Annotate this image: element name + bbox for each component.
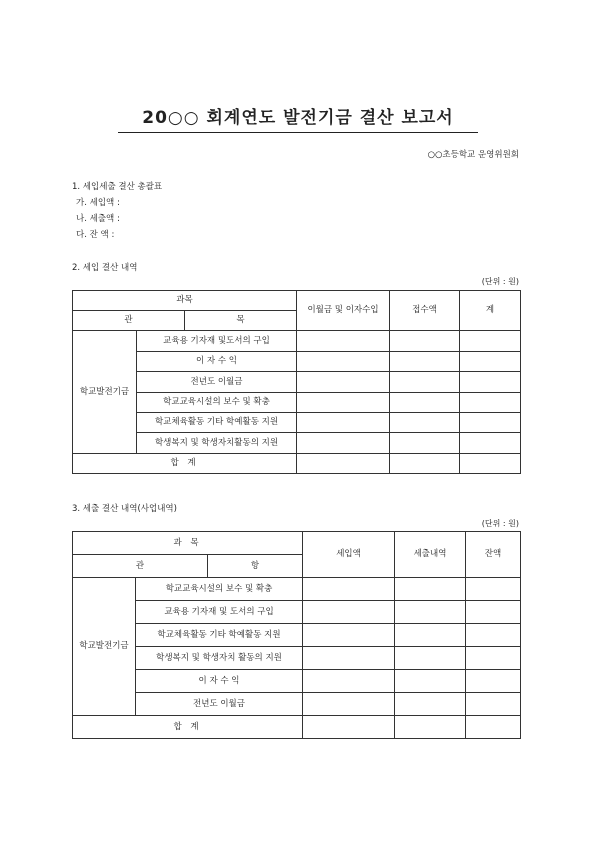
gwan-cell: 학교발전기금 (73, 331, 137, 453)
total-row (73, 453, 521, 473)
value-cell[interactable] (303, 578, 395, 601)
value-cell[interactable] (460, 392, 521, 412)
header-mok: 목 (185, 311, 297, 331)
value-cell[interactable] (390, 351, 460, 371)
income-settlement-table (72, 290, 521, 474)
table-row (73, 578, 521, 601)
mok-cell: 학교체육활동 기타 학예활동 지원 (137, 412, 297, 432)
header-subject: 과목 (73, 291, 297, 311)
header-subject: 과 목 (73, 532, 303, 555)
expense-settlement-table (72, 531, 521, 739)
value-cell[interactable] (297, 392, 390, 412)
issuer-label: ○○초등학교 운영위원회 (427, 150, 519, 160)
value-cell[interactable] (297, 331, 390, 351)
value-cell[interactable] (390, 392, 460, 412)
header-gwan: 관 (73, 555, 208, 578)
hang-cell: 전년도 이월금 (136, 693, 303, 716)
hang-cell: 학교교육시설의 보수 및 확충 (136, 578, 303, 601)
value-cell[interactable] (303, 670, 395, 693)
mok-cell: 교육용 기자재 및도서의 구입 (137, 331, 297, 351)
value-cell[interactable] (460, 372, 521, 392)
mok-cell: 전년도 이월금 (137, 372, 297, 392)
table-row (73, 624, 521, 647)
value-cell[interactable] (297, 372, 390, 392)
hang-cell: 학생복지 및 학생자치 활동의 지원 (136, 647, 303, 670)
page-title: 20○○ 회계연도 발전기금 결산 보고서 (118, 103, 478, 133)
value-cell[interactable] (466, 716, 521, 739)
mok-cell: 이 자 수 익 (137, 351, 297, 371)
section3-heading: 3. 세출 결산 내역(사업내역) (72, 504, 177, 514)
table-row (73, 351, 521, 371)
value-cell[interactable] (303, 624, 395, 647)
value-cell[interactable] (297, 453, 390, 473)
table-row (73, 331, 521, 351)
total-label: 합 계 (73, 453, 297, 473)
table-row (73, 412, 521, 432)
value-cell[interactable] (466, 693, 521, 716)
section2-heading: 2. 세입 결산 내역 (72, 263, 138, 273)
value-cell[interactable] (395, 578, 466, 601)
table-row (73, 433, 521, 453)
header-received: 접수액 (390, 291, 460, 331)
gwan-cell: 학교발전기금 (73, 578, 136, 716)
balance-line: 다. 잔 액 : (76, 230, 115, 240)
table-row (73, 392, 521, 412)
value-cell[interactable] (466, 624, 521, 647)
hang-cell: 학교체육활동 기타 학예활동 지원 (136, 624, 303, 647)
section1-heading: 1. 세입세출 결산 총괄표 (72, 182, 163, 192)
value-cell[interactable] (395, 670, 466, 693)
value-cell[interactable] (390, 412, 460, 432)
table-row (73, 670, 521, 693)
value-cell[interactable] (466, 647, 521, 670)
value-cell[interactable] (460, 412, 521, 432)
table-row (73, 372, 521, 392)
table-row (73, 601, 521, 624)
value-cell[interactable] (303, 693, 395, 716)
value-cell[interactable] (297, 433, 390, 453)
hang-cell: 이 자 수 익 (136, 670, 303, 693)
income-total-line: 가. 세입액 : (76, 198, 120, 208)
value-cell[interactable] (297, 351, 390, 371)
value-cell[interactable] (303, 647, 395, 670)
value-cell[interactable] (390, 331, 460, 351)
value-cell[interactable] (390, 453, 460, 473)
mok-cell: 학생복지 및 학생자치활동의 지원 (137, 433, 297, 453)
header-expense-detail: 세출내역 (395, 532, 466, 578)
header-hang: 항 (208, 555, 303, 578)
value-cell[interactable] (460, 453, 521, 473)
value-cell[interactable] (303, 601, 395, 624)
value-cell[interactable] (466, 670, 521, 693)
value-cell[interactable] (395, 624, 466, 647)
value-cell[interactable] (390, 372, 460, 392)
value-cell[interactable] (466, 601, 521, 624)
mok-cell: 학교교육시설의 보수 및 확충 (137, 392, 297, 412)
value-cell[interactable] (395, 601, 466, 624)
value-cell[interactable] (460, 351, 521, 371)
hang-cell: 교육용 기자재 및 도서의 구입 (136, 601, 303, 624)
value-cell[interactable] (303, 716, 395, 739)
header-income: 세입액 (303, 532, 395, 578)
value-cell[interactable] (390, 433, 460, 453)
value-cell[interactable] (395, 716, 466, 739)
value-cell[interactable] (395, 693, 466, 716)
value-cell[interactable] (460, 433, 521, 453)
header-sum: 계 (460, 291, 521, 331)
total-row (73, 716, 521, 739)
expense-total-line: 나. 세출액 : (76, 214, 120, 224)
table-row (73, 647, 521, 670)
header-gwan: 관 (73, 311, 185, 331)
value-cell[interactable] (460, 331, 521, 351)
section3-unit: (단위 : 원) (481, 519, 519, 528)
value-cell[interactable] (466, 578, 521, 601)
total-label: 합 계 (73, 716, 303, 739)
header-carryover-interest: 이월금 및 이자수입 (297, 291, 390, 331)
section2-unit: (단위 : 원) (481, 277, 519, 286)
value-cell[interactable] (297, 412, 390, 432)
value-cell[interactable] (395, 647, 466, 670)
table-row (73, 693, 521, 716)
header-balance: 잔액 (466, 532, 521, 578)
